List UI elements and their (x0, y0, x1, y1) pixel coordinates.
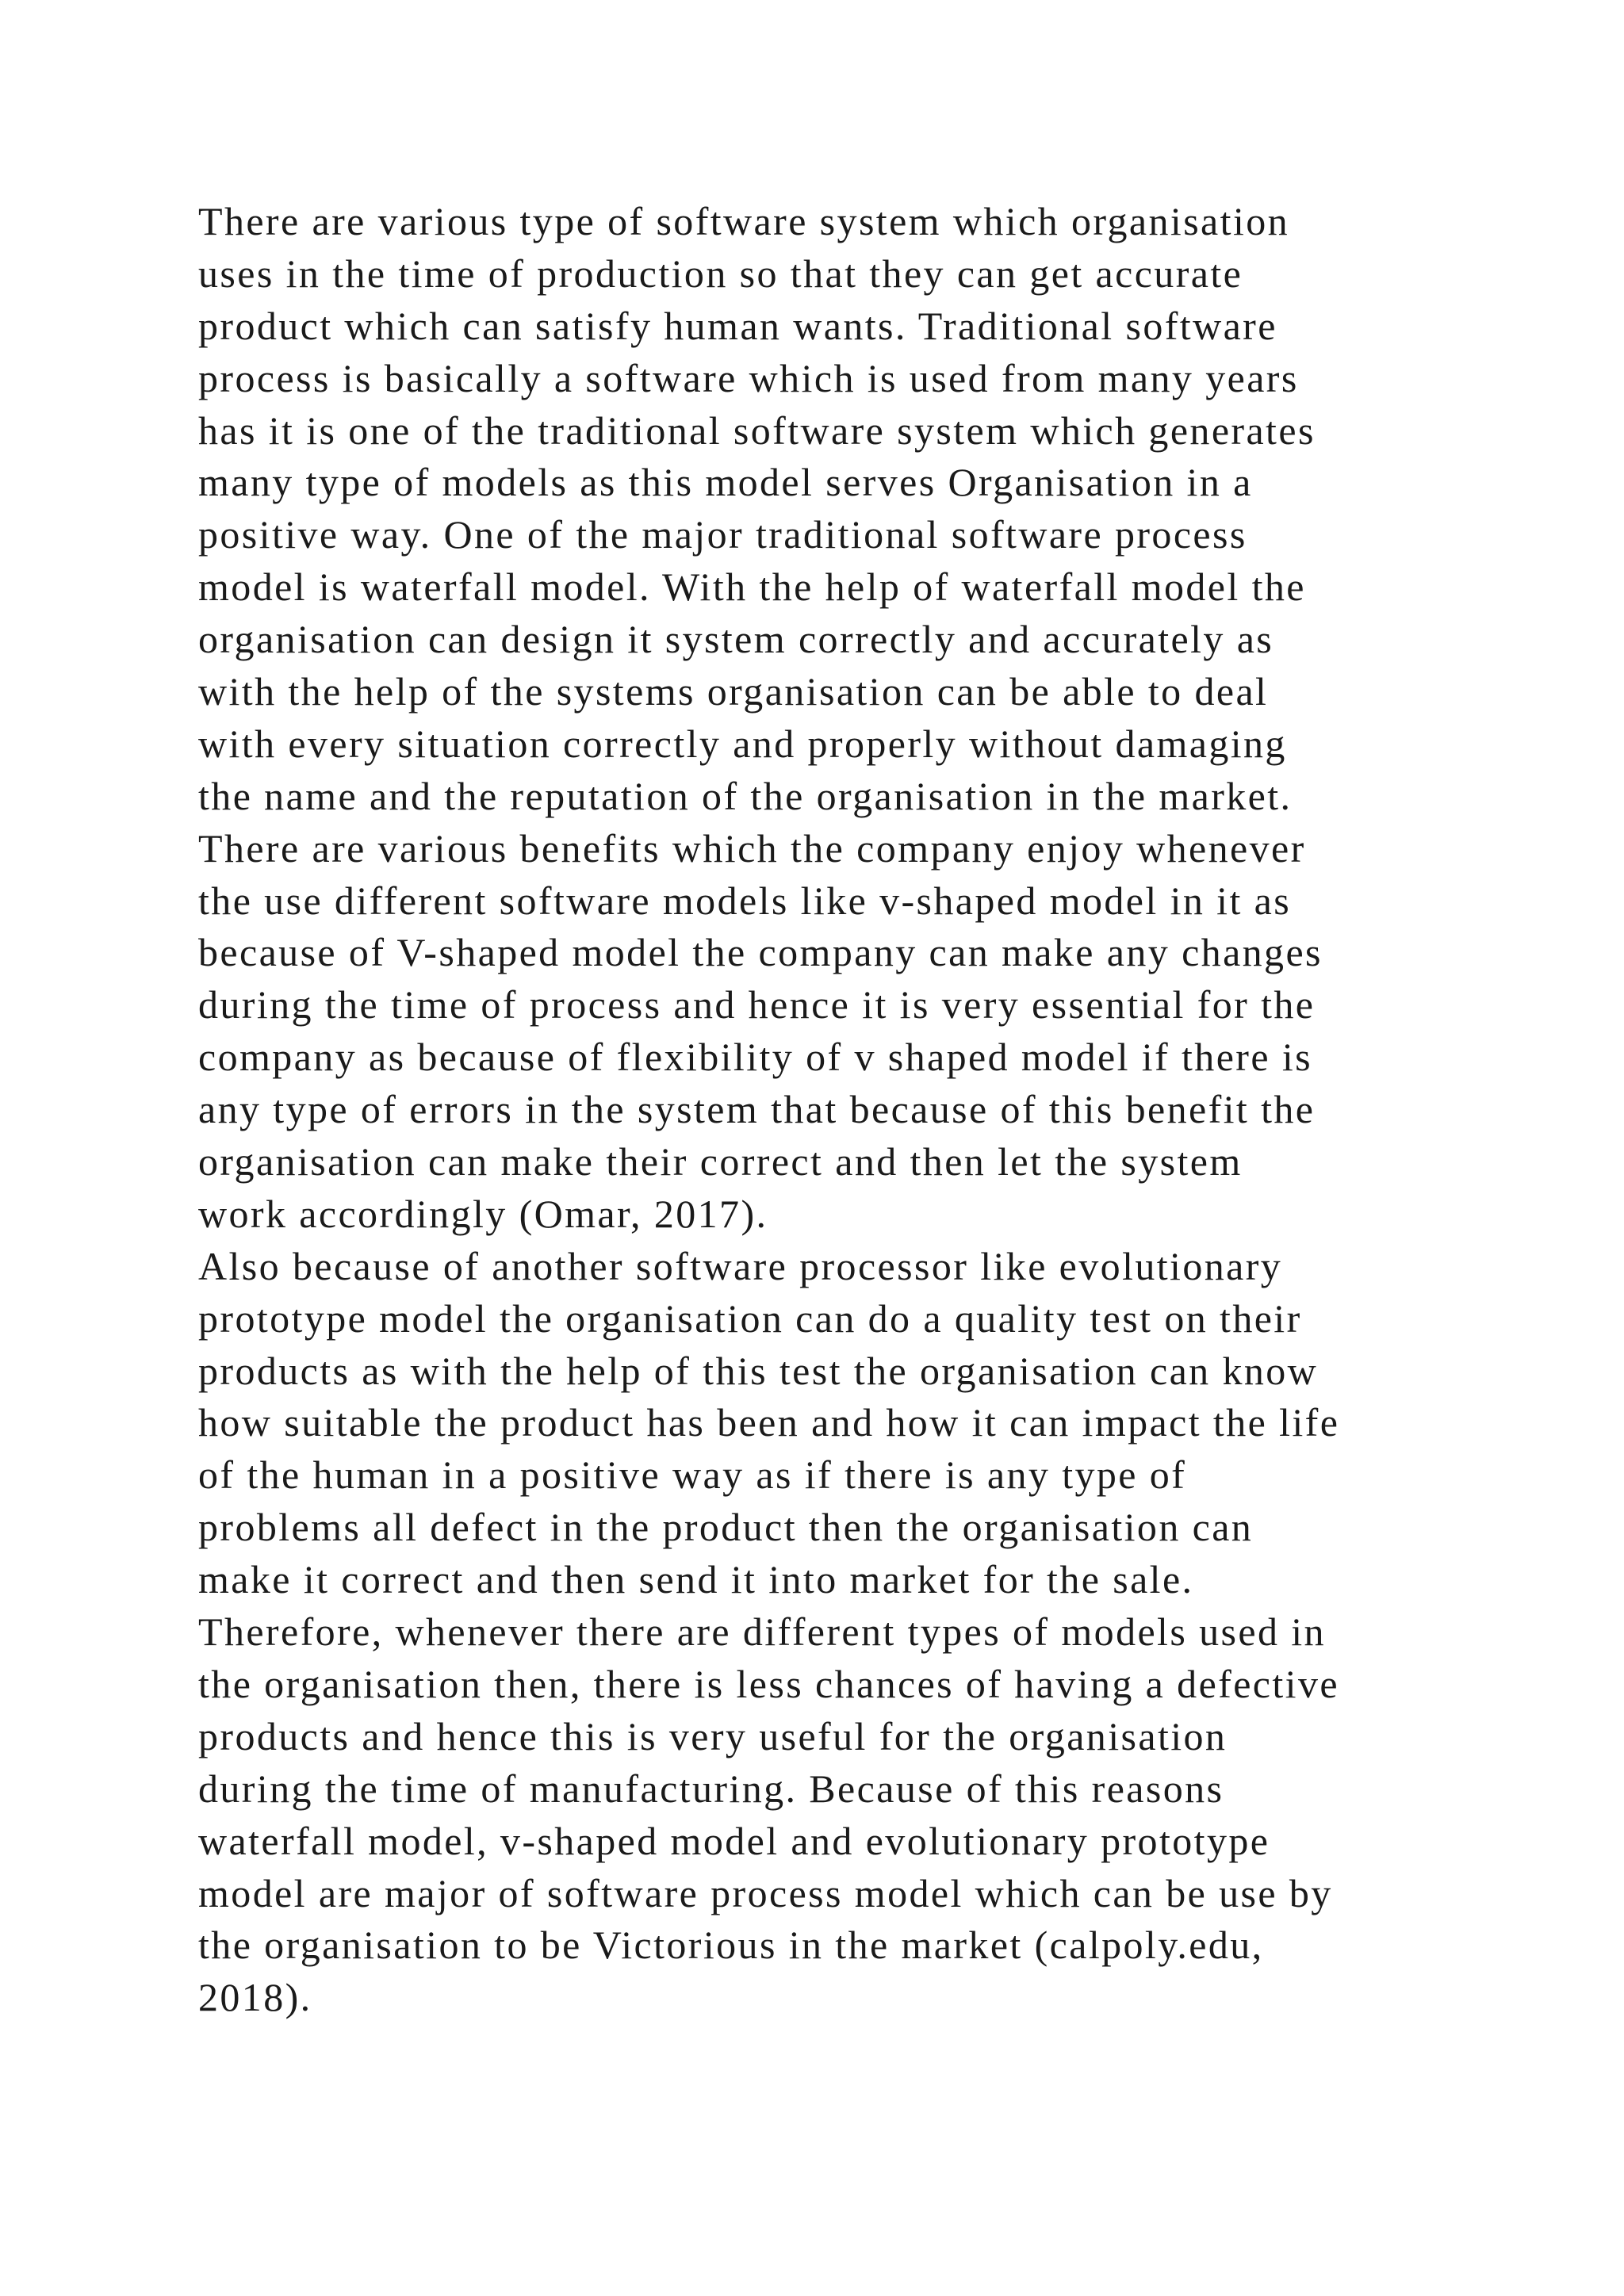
text-line: make it correct and then send it into market for the sale. (198, 1557, 1194, 1602)
text-line: product which can satisfy human wants. Traditional software (198, 303, 1277, 348)
text-line: waterfall model, v-shaped model and evolutionary prototype (198, 1818, 1270, 1863)
text-line: organisation can make their correct and then let the system (198, 1139, 1243, 1184)
text-line: any type of errors in the system that because of this benefit the (198, 1087, 1316, 1132)
text-line: 2018). (198, 1975, 312, 2020)
text-line: the use different software models like v-shaped model in it as (198, 878, 1292, 923)
text-line: model are major of software process model which can be use by (198, 1870, 1333, 1915)
text-line: during the time of process and hence it is very essential for the (198, 982, 1316, 1027)
text-line: positive way. One of the major traditional software process (198, 512, 1247, 557)
text-line: work accordingly (Omar, 2017). (198, 1191, 768, 1236)
text-line: uses in the time of production so that they can get accurate (198, 251, 1243, 296)
text-line: with every situation correctly and properly without damaging (198, 721, 1287, 766)
text-line: products and hence this is very useful for the organisation (198, 1713, 1228, 1758)
text-line: model is waterfall model. With the help of waterfall model the (198, 564, 1306, 610)
text-line: how suitable the product has been and how it can impact the life (198, 1400, 1340, 1445)
text-line: during the time of manufacturing. Because of this reasons (198, 1766, 1224, 1811)
text-line: Therefore, whenever there are different types of models used in (198, 1609, 1326, 1655)
text-line: many type of models as this model serves Organisation in a (198, 460, 1253, 505)
text-line: There are various benefits which the company enjoy whenever (198, 825, 1306, 871)
text-line: of the human in a positive way as if there is any type of (198, 1452, 1187, 1498)
text-line: problems all defect in the product then the organisation can (198, 1505, 1254, 1550)
text-line: has it is one of the traditional software system which generates (198, 408, 1316, 453)
text-line: with the help of the systems organisation can be able to deal (198, 669, 1269, 714)
text-line: There are various type of software system which organisation (198, 199, 1290, 243)
text-line: because of V-shaped model the company can make any changes (198, 930, 1323, 975)
text-line: process is basically a software which is used from many years (198, 355, 1299, 400)
text-line: organisation can design it system correctly and accurately as (198, 617, 1274, 662)
text-line: the organisation then, there is less chances of having a defective (198, 1661, 1339, 1706)
text-line: prototype model the organisation can do a quality test on their (198, 1295, 1302, 1341)
text-line: company as because of flexibility of v shaped model if there is (198, 1035, 1312, 1080)
body-text (198, 196, 1507, 2024)
text-line: Also because of another software processor like evolutionary (198, 1243, 1283, 1288)
text-line: products as with the help of this test the organisation can know (198, 1348, 1319, 1393)
text-line: the organisation to be Victorious in the market (calpoly.edu, (198, 1923, 1264, 1968)
text-line: the name and the reputation of the organisation in the market. (198, 773, 1293, 818)
